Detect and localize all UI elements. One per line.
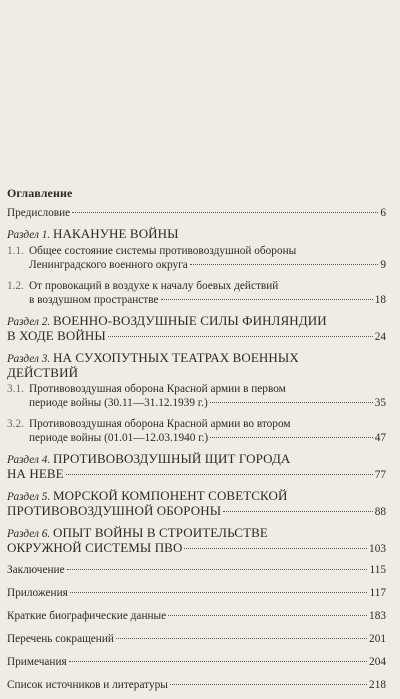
subsection-line: периоде войны (01.01—12.03.1940 г.)	[29, 432, 209, 444]
section-label: Раздел 1.	[7, 229, 51, 241]
section-label: Раздел 3.	[7, 353, 51, 365]
section-label: Раздел 6.	[7, 528, 51, 540]
section-heading: ПРОТИВОВОЗДУШНЫЙ ЩИТ ГОРОДА	[53, 451, 291, 466]
subsection-line: От провокаций в воздухе к началу боевых действий	[29, 280, 279, 292]
section-heading: НАКАНУНЕ ВОЙНЫ	[53, 226, 179, 241]
subsection-line: периоде войны (30.11—31.12.1939 г.)	[29, 397, 208, 409]
page-number: 201	[369, 633, 386, 645]
section-label: Раздел 5.	[7, 491, 51, 503]
dot-leader	[72, 212, 378, 213]
toc-entry-notes	[7, 655, 386, 669]
page-number: 77	[374, 469, 386, 481]
section-heading: ВОЕННО-ВОЗДУШНЫЕ СИЛЫ ФИНЛЯНДИИ	[53, 313, 327, 328]
page-number: 204	[369, 656, 386, 668]
entry-label: Перечень сокращений	[7, 633, 114, 645]
entry-label: Предисловие	[7, 207, 71, 219]
dot-leader	[66, 474, 373, 475]
page-number: 117	[369, 587, 386, 599]
dot-leader	[67, 569, 368, 570]
dot-leader	[210, 402, 373, 403]
section-heading: ОПЫТ ВОЙНЫ В СТРОИТЕЛЬСТВЕ	[53, 525, 268, 540]
page-number: 88	[374, 506, 386, 518]
dot-leader	[223, 511, 373, 512]
section-heading: НА НЕВЕ	[7, 466, 64, 481]
section-heading: ПРОТИВОВОЗДУШНОЙ ОБОРОНЫ	[7, 503, 222, 518]
toc-subsection-3-2	[7, 417, 386, 445]
subsection-number: 3.1.	[7, 383, 24, 395]
page-number: 35	[374, 397, 386, 409]
table-of-contents	[7, 206, 386, 699]
toc-subsection-3-1	[7, 382, 386, 410]
dot-leader	[161, 299, 373, 300]
toc-entry-sources	[7, 678, 386, 692]
section-heading: НА СУХОПУТНЫХ ТЕАТРАХ ВОЕННЫХ	[53, 350, 299, 365]
page-number: 115	[369, 564, 386, 576]
dot-leader	[190, 264, 379, 265]
toc-entry-abbreviations	[7, 632, 386, 646]
toc-entry-preface	[7, 206, 386, 220]
toc-section-1	[7, 227, 386, 242]
toc-section-3	[7, 351, 386, 380]
dot-leader	[69, 661, 367, 662]
toc-section-6	[7, 526, 386, 556]
section-heading: В ХОДЕ ВОЙНЫ	[7, 328, 106, 343]
page-number: 9	[380, 259, 386, 271]
toc-section-4	[7, 452, 386, 482]
section-heading: ДЕЙСТВИЙ	[7, 365, 79, 380]
page-number: 6	[380, 207, 386, 219]
toc-entry-conclusion	[7, 563, 386, 577]
subsection-line: Противовоздушная оборона Красной армии в первом	[29, 383, 286, 395]
subsection-number: 1.2.	[7, 280, 24, 292]
subsection-line: Ленинградского военного округа	[29, 259, 188, 271]
page-number: 47	[374, 432, 386, 444]
dot-leader	[210, 437, 373, 438]
entry-label: Заключение	[7, 564, 65, 576]
page-number: 24	[374, 331, 386, 343]
toc-subsection-1-1	[7, 244, 386, 272]
subsection-line: Противовоздушная оборона Красной армии во втором	[29, 418, 291, 430]
entry-label: Приложения	[7, 587, 68, 599]
section-label: Раздел 2.	[7, 316, 51, 328]
subsection-line: Общее состояние системы противовоздушной обороны	[29, 245, 297, 257]
toc-subsection-1-2	[7, 279, 386, 307]
section-heading: ОКРУЖНОЙ СИСТЕМЫ ПВО	[7, 540, 183, 555]
dot-leader	[70, 592, 368, 593]
subsection-line: в воздушном пространстве	[29, 294, 159, 306]
section-label: Раздел 4.	[7, 454, 51, 466]
subsection-number: 1.1.	[7, 245, 24, 257]
page-number: 103	[369, 543, 386, 555]
toc-entry-biographies	[7, 609, 386, 623]
toc-entry-appendices	[7, 586, 386, 600]
subsection-number: 3.2.	[7, 418, 24, 430]
entry-label: Краткие биографические данные	[7, 610, 167, 622]
page-number: 218	[369, 679, 386, 691]
dot-leader	[116, 638, 367, 639]
toc-title: Оглавление	[7, 186, 73, 200]
dot-leader	[108, 336, 373, 337]
toc-section-5	[7, 489, 386, 519]
page-number: 18	[374, 294, 386, 306]
entry-label: Примечания	[7, 656, 67, 668]
toc-section-2	[7, 314, 386, 344]
dot-leader	[168, 615, 367, 616]
section-heading: МОРСКОЙ КОМПОНЕНТ СОВЕТСКОЙ	[53, 488, 288, 503]
entry-label: Список источников и литературы	[7, 679, 168, 691]
dot-leader	[184, 548, 367, 549]
dot-leader	[170, 684, 367, 685]
page-number: 183	[369, 610, 386, 622]
